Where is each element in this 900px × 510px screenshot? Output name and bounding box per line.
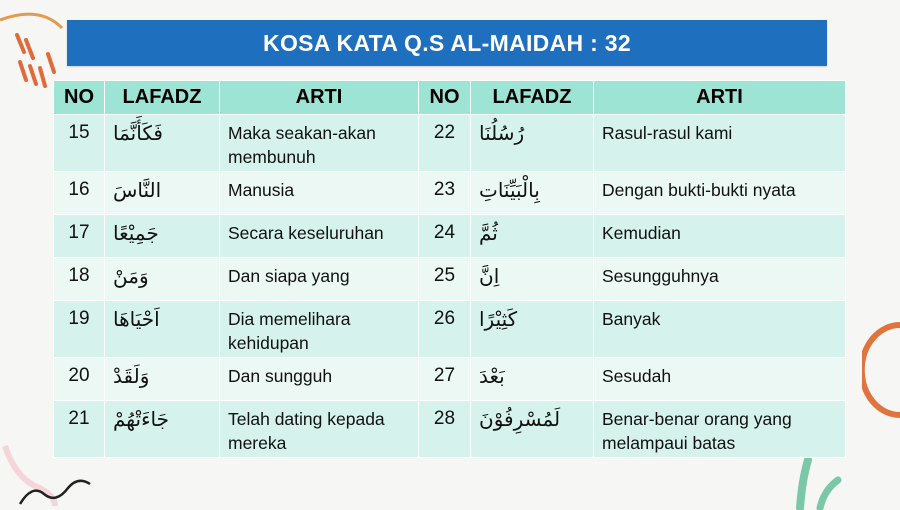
arabic-word <box>105 301 220 358</box>
row-number: 27 <box>419 358 471 401</box>
row-number: 24 <box>419 215 471 258</box>
meaning: Telah dating kepada mereka <box>220 401 419 458</box>
arabic-word <box>105 172 220 215</box>
arabic-text: ثُمَّ <box>479 221 498 245</box>
arabic-text: اَحْيَاهَا <box>113 307 160 331</box>
row-number: 26 <box>419 301 471 358</box>
arabic-text: جَاءَتْهُمْ <box>113 407 169 431</box>
row-number: 22 <box>419 115 471 172</box>
decorative-arc-right <box>862 320 900 420</box>
arabic-word <box>471 401 594 458</box>
meaning: Secara keseluruhan <box>220 215 419 258</box>
arabic-word <box>105 358 220 401</box>
header-arti-right: ARTI <box>594 81 846 115</box>
row-number: 15 <box>54 115 105 172</box>
meaning: Dia memelihara kehidupan <box>220 301 419 358</box>
row-number: 20 <box>54 358 105 401</box>
header-lafadz-right: LAFADZ <box>471 81 594 115</box>
table-row <box>54 401 846 458</box>
row-number: 23 <box>419 172 471 215</box>
table-row <box>54 215 846 258</box>
meaning: Rasul-rasul kami <box>594 115 846 172</box>
vocabulary-table <box>53 80 846 458</box>
decorative-strokes-bottom-right <box>780 450 860 510</box>
meaning: Sesudah <box>594 358 846 401</box>
meaning: Banyak <box>594 301 846 358</box>
arabic-text: بِالْبَيِّنَاتِ <box>479 178 540 202</box>
header-no-left: NO <box>54 81 105 115</box>
arabic-word <box>105 258 220 301</box>
arabic-word <box>471 358 594 401</box>
meaning: Dengan bukti-bukti nyata <box>594 172 846 215</box>
row-number: 21 <box>54 401 105 458</box>
arabic-text: كَثِيْرًا <box>479 307 518 331</box>
arabic-word <box>105 115 220 172</box>
table-header-row <box>54 81 846 115</box>
arabic-text: وَلَقَدْ <box>113 364 150 388</box>
arabic-text: رُسُلُنَا <box>479 121 525 145</box>
arabic-text: لَمُسْرِفُوْنَ <box>479 407 561 431</box>
meaning: Dan siapa yang <box>220 258 419 301</box>
arabic-word <box>471 172 594 215</box>
header-arti-left: ARTI <box>220 81 419 115</box>
row-number: 28 <box>419 401 471 458</box>
arabic-text: وَمَنْ <box>113 264 149 288</box>
meaning: Kemudian <box>594 215 846 258</box>
meaning: Manusia <box>220 172 419 215</box>
header-no-right: NO <box>419 81 471 115</box>
table-row <box>54 172 846 215</box>
header-lafadz-left: LAFADZ <box>105 81 220 115</box>
arabic-word <box>471 258 594 301</box>
row-number: 17 <box>54 215 105 258</box>
table-row <box>54 115 846 172</box>
row-number: 18 <box>54 258 105 301</box>
meaning: Benar-benar orang yang melampaui batas <box>594 401 846 458</box>
arabic-text: جَمِيْعًا <box>113 221 159 245</box>
arabic-text: فَكَأَنَّمَا <box>113 121 163 145</box>
row-number: 25 <box>419 258 471 301</box>
arabic-word <box>471 115 594 172</box>
table-row <box>54 301 846 358</box>
meaning: Maka seakan-akan membunuh <box>220 115 419 172</box>
arabic-word <box>105 215 220 258</box>
title-banner <box>67 20 827 66</box>
arabic-word <box>105 401 220 458</box>
arabic-text: اِنَّ <box>479 264 500 288</box>
page-title: KOSA KATA Q.S AL-MAIDAH : 32 <box>263 29 631 56</box>
arabic-text: بَعْدَ <box>479 364 505 388</box>
table-row <box>54 358 846 401</box>
table-row <box>54 258 846 301</box>
row-number: 16 <box>54 172 105 215</box>
row-number: 19 <box>54 301 105 358</box>
meaning: Sesungguhnya <box>594 258 846 301</box>
meaning: Dan sungguh <box>220 358 419 401</box>
arabic-word <box>471 301 594 358</box>
arabic-word <box>471 215 594 258</box>
arabic-text: النَّاسَ <box>113 178 162 202</box>
